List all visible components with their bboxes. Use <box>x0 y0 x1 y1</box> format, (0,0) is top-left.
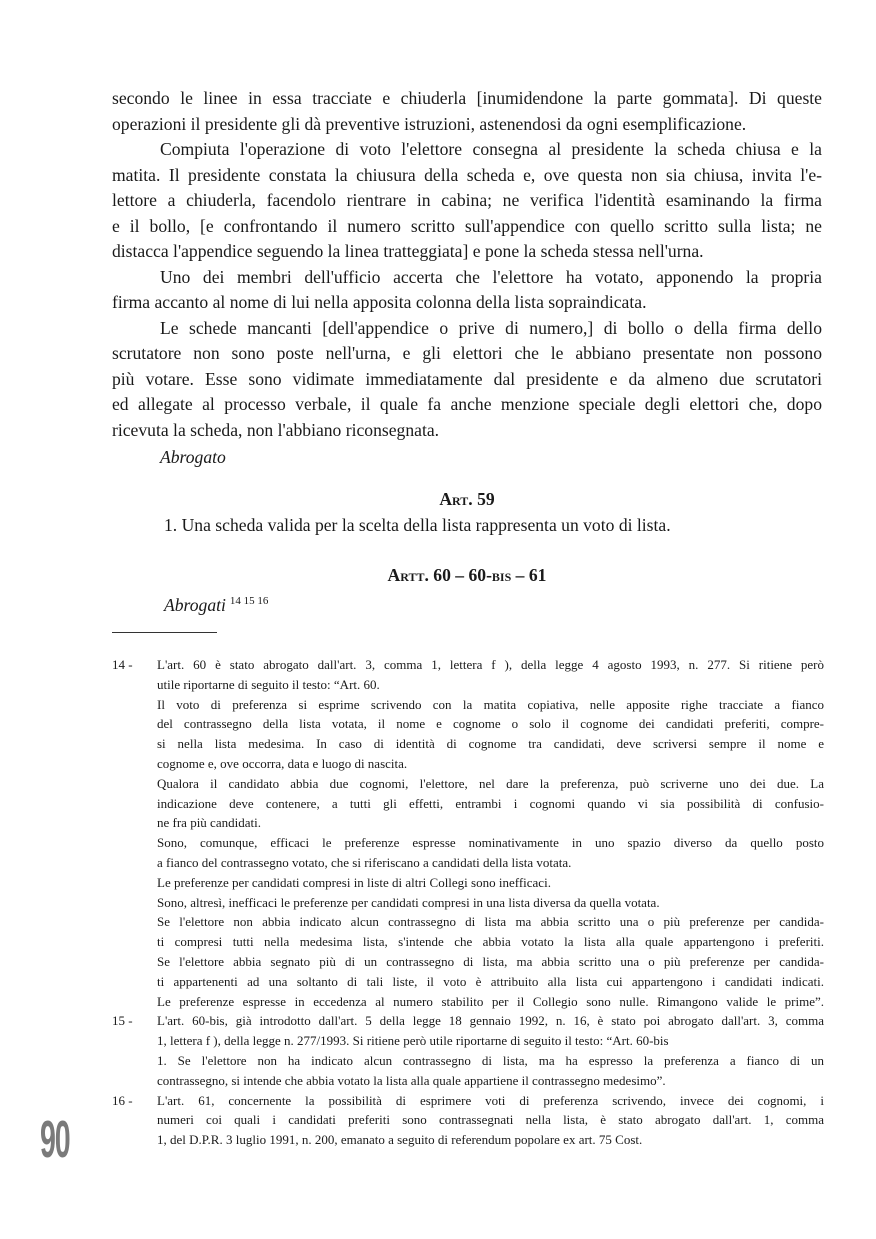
article-59-text: 1. Una scheda valida per la scelta della lista rappresenta un voto di lista. <box>164 515 671 535</box>
footnote-line: Il voto di preferenza si esprime scrivendo con la matita copiativa, nelle apposite righe tracciate a fianco <box>157 696 824 712</box>
footnote-line: si nella lista medesima. In caso di identità di cognome tra candidati, deve scriversi sempre il nome e <box>157 736 824 752</box>
footnote-line: contrassegno, si intende che abbia votato la lista alla quale appartiene il contrassegno medesimo”. <box>157 1072 666 1088</box>
text-line: matita. Il presidente constata la chiusura della scheda e, ove questa non sia chiusa, invita l'e- <box>112 164 822 185</box>
abrogati-note <box>164 595 268 616</box>
abrogato-note: Abrogato <box>160 447 226 467</box>
footnote-line: Se l'elettore non abbia indicato alcun contrassegno di lista ma abbia scritto una o più preferenze per candida- <box>157 914 824 930</box>
footnote-line: utile riportarne di seguito il testo: “Art. 60. <box>157 676 380 692</box>
text-line: operazioni il presidente gli dà preventive istruzioni, astenendosi da ogni esemplificazione. <box>112 113 747 134</box>
text-line: più votare. Esse sono vidimate immediatamente dal presidente e da almeno due scrutatori <box>112 368 822 389</box>
article-59-heading: Art. 59 <box>439 489 495 509</box>
text-line: ed allegate al processo verbale, il quale fa anche menzione speciale degli elettori che, dopo <box>112 394 822 414</box>
footnote-14 <box>112 655 824 1011</box>
text-line: Uno dei membri dell'ufficio accerta che l'elettore ha votato, apponendo la propria <box>160 266 822 287</box>
text-line: firma accanto al nome di lui nella apposita colonna della lista sopraindicata. <box>112 292 647 312</box>
footnote-line: indicazione deve contenere, a tutti gli effetti, entrambi i cognomi quando vi sia possibilità di confusio- <box>157 795 824 811</box>
footnote-line: Le preferenze per candidati compresi in liste di altri Collegi sono inefficaci. <box>157 874 551 890</box>
footnote-15 <box>112 1011 824 1090</box>
footnotes <box>112 655 824 1150</box>
text-line: lettore a chiuderla, facendolo rientrare in cabina; ne verifica l'identità esaminando la firma <box>112 190 822 210</box>
footnote-line: L'art. 60-bis, già introdotto dall'art. 5 della legge 18 gennaio 1992, n. 16, è stato poi abrogato dall'art. 3, comma <box>157 1013 824 1029</box>
footnote-line: Le preferenze espresse in eccedenza al numero stabilito per il Collegio sono nulle. Rimangono valide le prime”. <box>157 993 824 1009</box>
text-line: secondo le linee in essa tracciate e chiuderla [inumidendone la parte gommata]. Di queste <box>112 88 822 108</box>
article-58-body <box>112 86 822 471</box>
footnote-line: ne fra più candidati. <box>157 815 261 831</box>
footnote-line: Sono, comunque, efficaci le preferenze espresse nominativamente in uno spazio diverso da quello posto <box>157 835 824 851</box>
footnote-line: ti compresi tutti nella medesima lista, s'intende che abbia votato la lista alla quale appartengono i preferiti. <box>157 934 824 950</box>
paragraph <box>112 86 822 137</box>
text-line: ricevuta la scheda, non l'abbiano riconsegnata. <box>112 419 440 440</box>
page-number: 90 <box>40 1111 70 1169</box>
footnote-line: cognome e, ove occorra, data e luogo di nascita. <box>157 755 408 771</box>
footnote-number: 14 - <box>112 657 133 672</box>
footnote-line: a fianco del contrassegno votato, che si riferiscano a candidati della lista votata. <box>157 854 572 870</box>
paragraph <box>112 265 822 316</box>
footnote-number: 15 - <box>112 1013 133 1029</box>
footnote-line: Qualora il candidato abbia due cognomi, l'elettore, nel dare la preferenza, può scriverne uno dei due. La <box>157 775 824 791</box>
footnote-number: 16 - <box>112 1092 133 1108</box>
footnote-line: 1, lettera f ), della legge n. 277/1993. Si ritiene però utile riportarne di seguito il testo: “Art. 60-bis <box>157 1033 669 1049</box>
text-line: Compiuta l'operazione di voto l'elettore consegna al presidente la scheda chiusa e la <box>160 139 822 159</box>
footnote-line: del contrassegno della lista votata, il nome e cognome o solo il cognome dei candidati preferiti, compre- <box>157 716 824 732</box>
text-line: Le schede mancanti [dell'appendice o prive di numero,] di bollo o della firma dello <box>160 317 822 338</box>
footnote-refs[interactable]: 14 15 16 <box>229 595 269 607</box>
text-line: scrutatore non sono poste nell'urna, e gli elettori che le abbiano presentate non possono <box>112 343 822 363</box>
footnote-line: Sono, altresì, inefficaci le preferenze per candidati compresi in una lista diversa da quella votata. <box>157 894 660 910</box>
text-line: e il bollo, [e confrontando il numero scritto sull'appendice con quello scritto sulla lista; ne <box>112 215 822 236</box>
footnote-line: Se l'elettore abbia segnato più di un contrassegno di lista, ma abbia scritto una o più preferenze per candida- <box>157 953 824 969</box>
footnote-line: L'art. 61, concernente la possibilità di esprimere voti di preferenza scrivendo, invece dei cognomi, i <box>157 1092 824 1108</box>
footnote-line: 1, del D.P.R. 3 luglio 1991, n. 200, emanato a seguito di referendum popolare ex art. 75 Cost. <box>157 1132 643 1148</box>
footnote-16 <box>112 1091 824 1150</box>
paragraph <box>112 137 822 265</box>
text-line: distacca l'appendice seguendo la linea tratteggiata] e pone la scheda stessa nell'urna. <box>112 241 704 261</box>
paragraph <box>112 316 822 444</box>
footnote-separator <box>112 632 217 633</box>
footnote-line: ti appartenenti ad una soltanto di tali liste, il voto è attribuito alla lista cui appartengono i candidati indicati. <box>157 973 824 989</box>
footnote-line: numeri coi quali i candidati preferiti sono contrassegnati nella lista, è stato abrogato dall'art. 1, comma <box>157 1112 824 1128</box>
footnote-line: 1. Se l'elettore non ha indicato alcun contrassegno di lista, ma ha espresso la preferenza a fianco di un <box>157 1052 824 1068</box>
footnote-line: L'art. 60 è stato abrogato dall'art. 3, comma 1, lettera f ), della legge 4 agosto 1993, n. 277. Si ritiene però <box>157 657 824 672</box>
abrogati-label: Abrogati <box>164 595 226 615</box>
articles-60-61-heading: Artt. 60 – 60-bis – 61 <box>387 565 547 585</box>
